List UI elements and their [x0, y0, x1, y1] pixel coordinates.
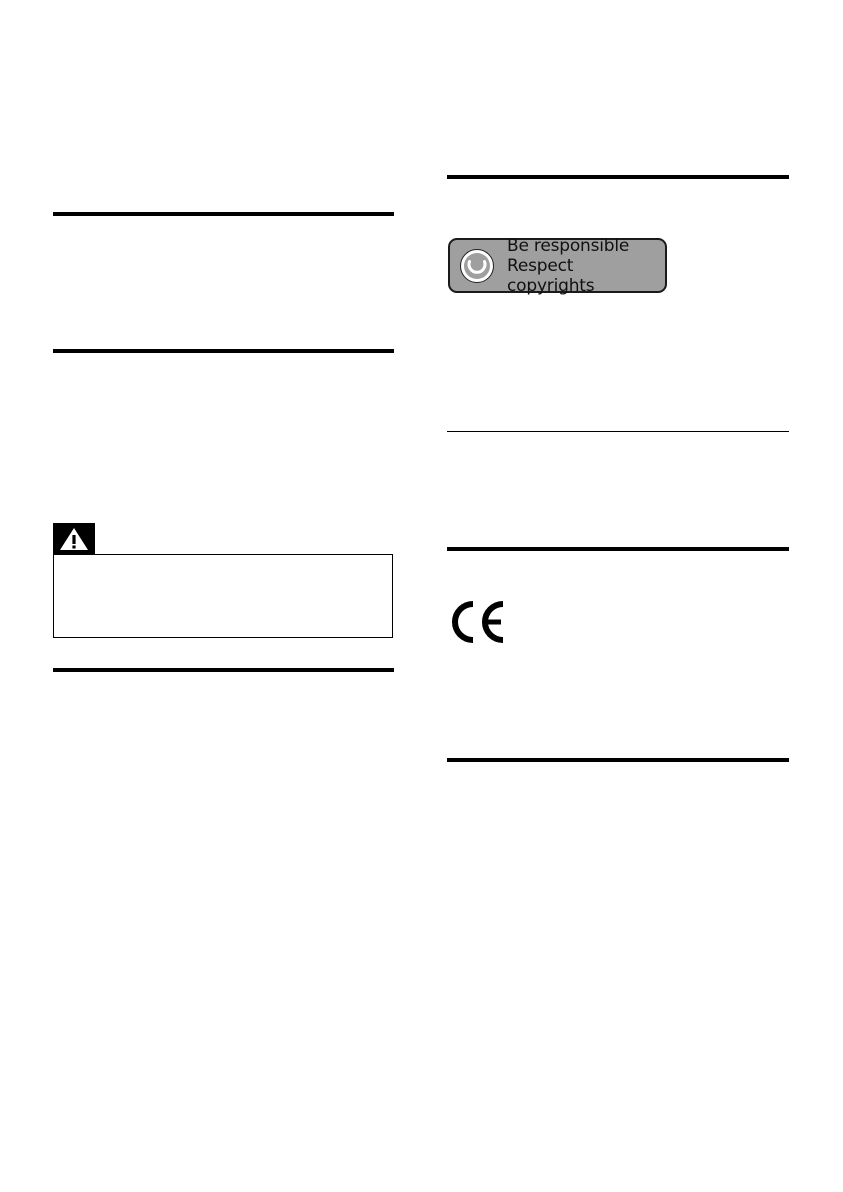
section-rule-left-3	[53, 668, 394, 672]
copyright-badge-text	[507, 236, 665, 296]
badge-line-2: Respect copyrights	[507, 255, 595, 296]
warning-tab	[53, 523, 95, 555]
badge-line-1: Be responsible	[507, 235, 630, 256]
ce-mark-icon	[448, 599, 508, 645]
warning-box	[53, 554, 393, 638]
section-rule-right-2	[447, 431, 789, 432]
copyright-badge	[448, 235, 667, 296]
warning-triangle-icon	[58, 526, 90, 552]
section-rule-right-3	[447, 547, 789, 551]
section-rule-right-4	[447, 758, 789, 762]
section-rule-left-1	[53, 212, 394, 216]
section-rule-left-2	[53, 349, 394, 353]
section-rule-right-1	[447, 175, 789, 179]
power-circle-icon	[459, 248, 495, 284]
